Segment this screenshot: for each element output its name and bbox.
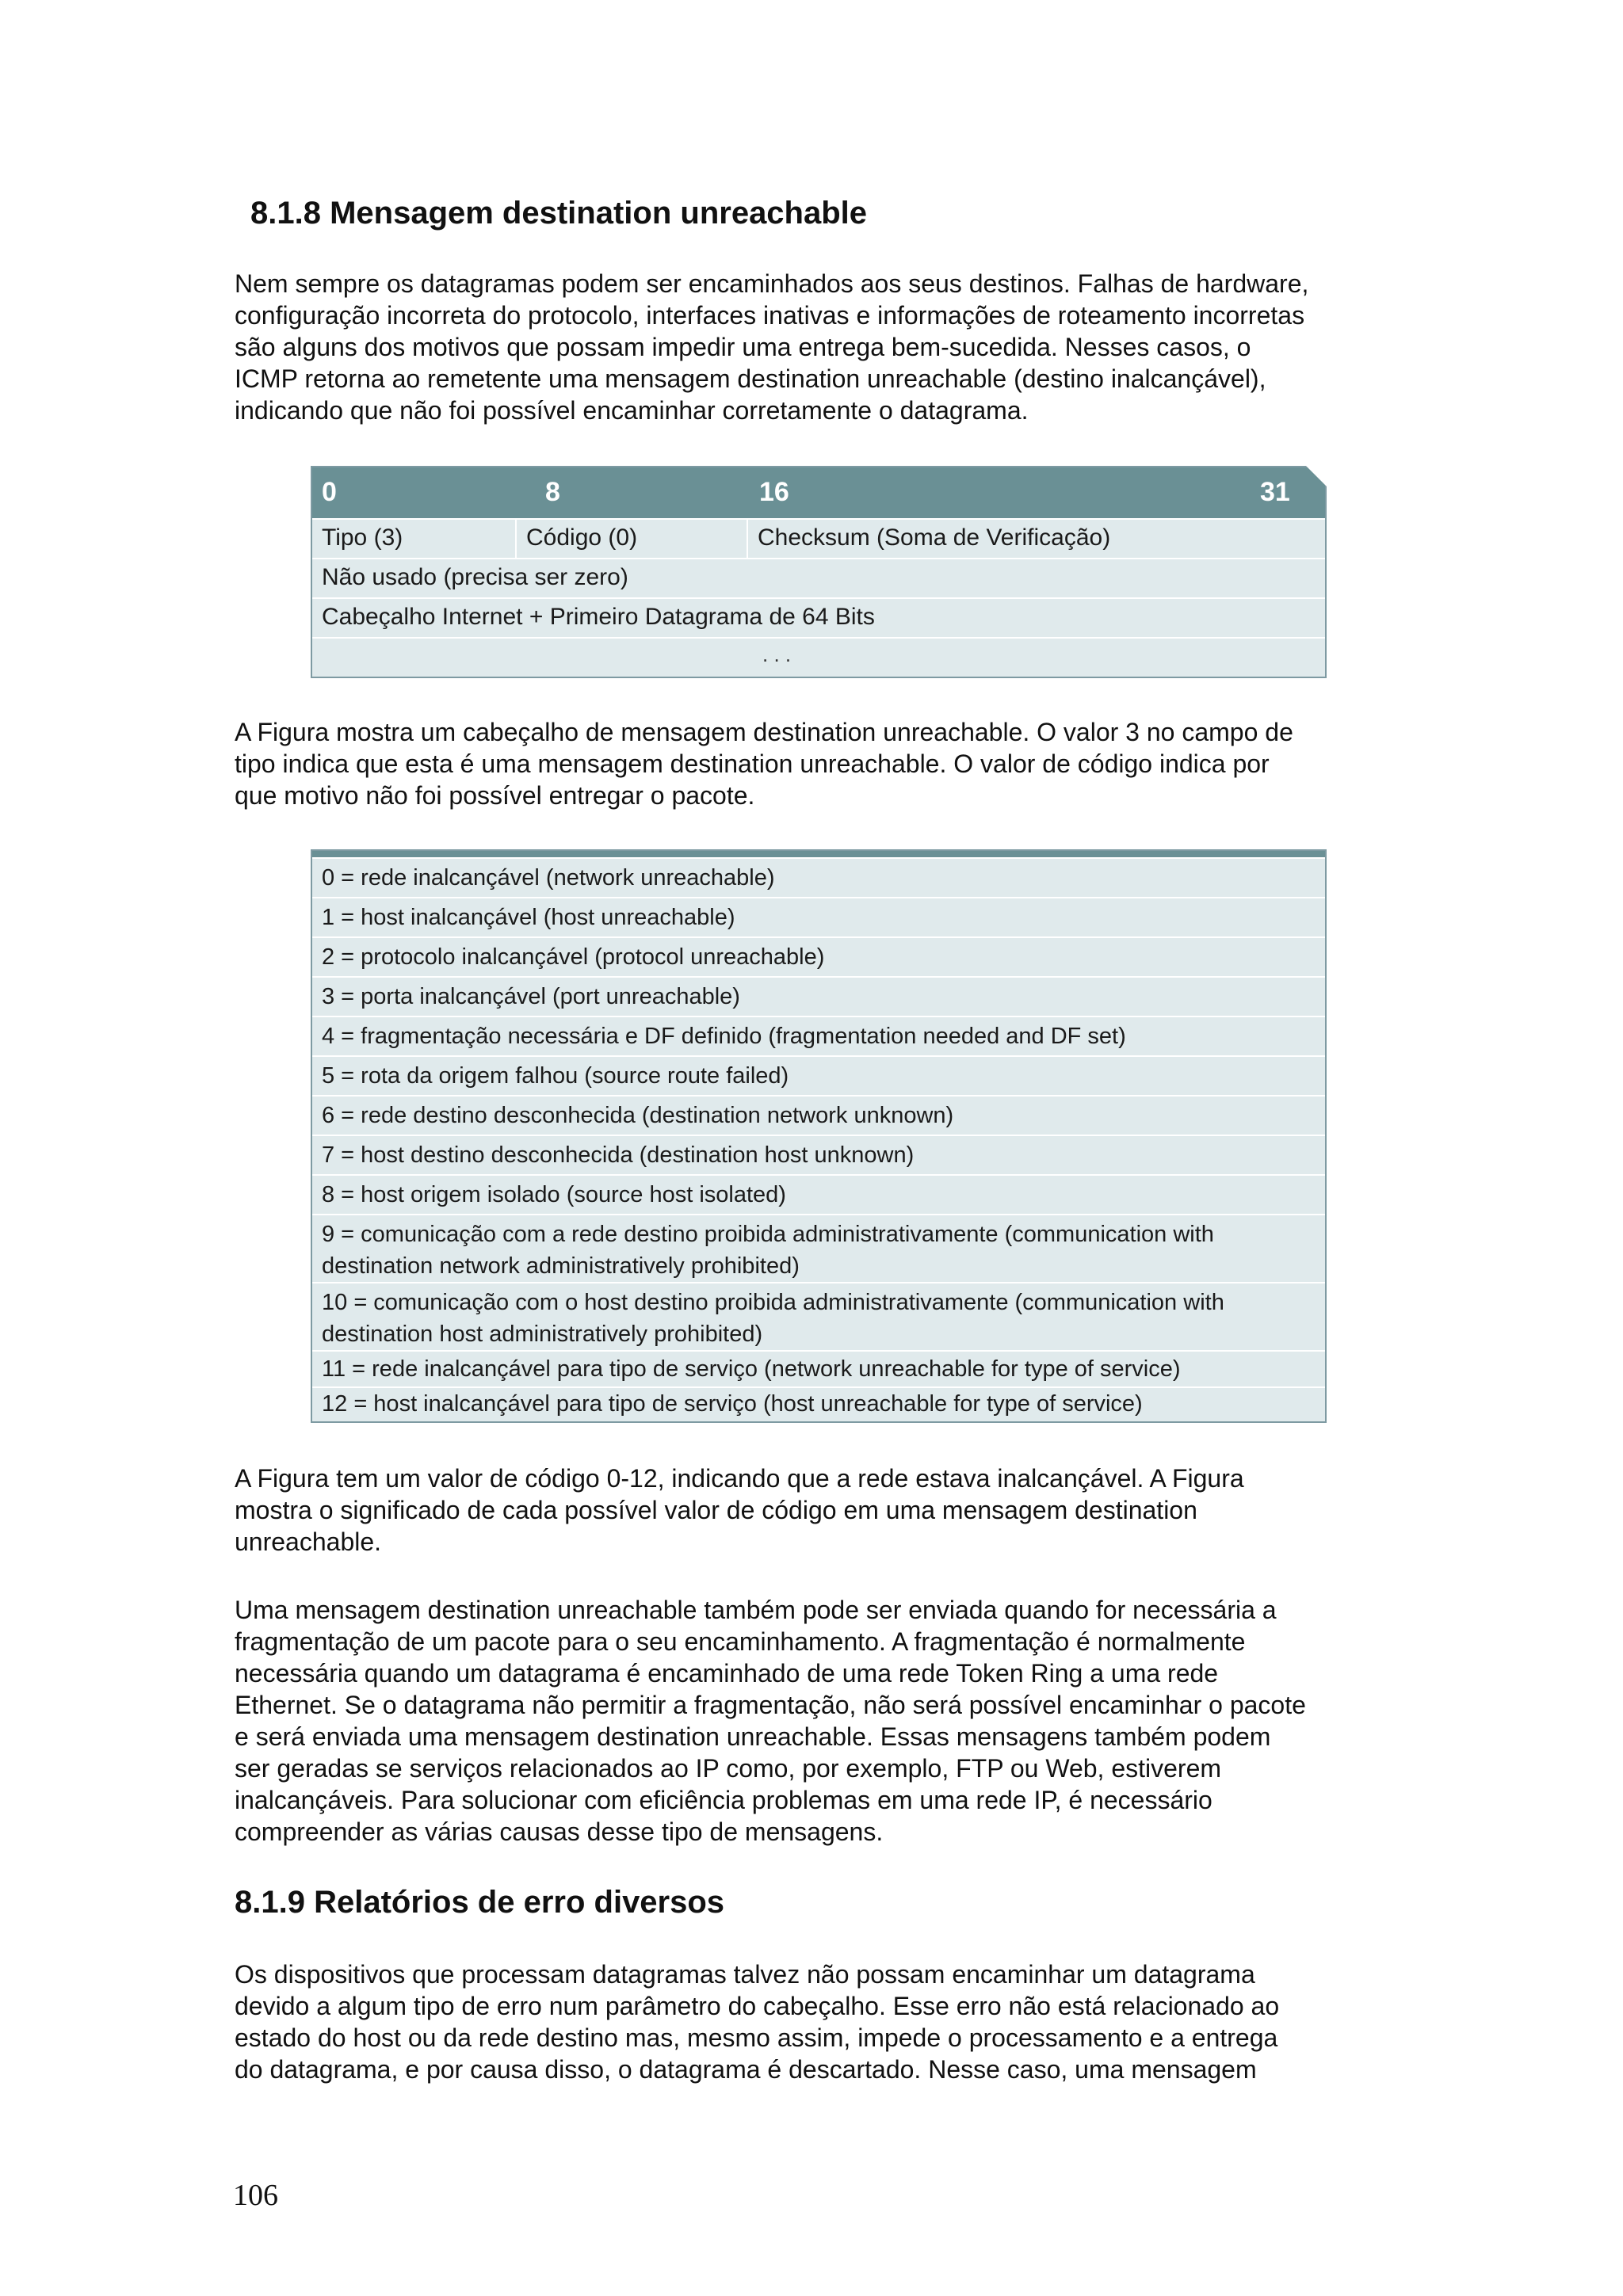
code-text: 9 = comunicação com a rede destino proibida administrativamente (communication with [322,1222,1214,1247]
header-row-unused [312,558,1325,597]
section-heading-8-1-9: 8.1.9 Relatórios de erro diversos [235,1885,725,1920]
bit-label: 8 [545,477,560,507]
code-item [312,857,1325,897]
text-line: A Figura mostra um cabeçalho de mensagem destination unreachable. O valor 3 no campo de [235,718,1293,746]
bit-ruler [312,467,1325,518]
text-line: unreachable. [235,1527,382,1556]
text-line: tipo indica que esta é uma mensagem destination unreachable. O valor de código indica por [235,749,1270,778]
code-item [312,936,1325,976]
text-line: Ethernet. Se o datagrama não permitir a fragmentação, não será possível encaminhar o pacote [235,1691,1306,1719]
code-text: destination host administratively prohibited) [322,1322,763,1347]
text-line: estado do host ou da rede destino mas, mesmo assim, impede o processamento e a entrega [235,2023,1278,2052]
text-line: fragmentação de um pacote para o seu encaminhamento. A fragmentação é normalmente [235,1627,1246,1656]
header-row-continuation [312,637,1325,677]
code-text: 5 = rota da origem falhou (source route failed) [322,1063,789,1089]
header-row-type-code-checksum [312,518,1325,558]
intro-paragraph [235,268,1415,426]
text-line: Uma mensagem destination unreachable também pode ser enviada quando for necessária a [235,1596,1277,1624]
code-text: 11 = rede inalcançável para tipo de serviço (network unreachable for type of service) [322,1356,1181,1382]
code-text: 8 = host origem isolado (source host isolated) [322,1182,786,1207]
text-line: ICMP retorna ao remetente uma mensagem destination unreachable (destino inalcançável), [235,364,1266,393]
text-line: são alguns dos motivos que possam impedir uma entrega bem-sucedida. Nesses casos, o [235,333,1251,361]
text-line: do datagrama, e por causa disso, o datagrama é descartado. Nesse caso, uma mensagem [235,2055,1257,2084]
text-line: devido a algum tipo de erro num parâmetro do cabeçalho. Esse erro não está relacionado ao [235,1992,1280,2020]
text-line: Nem sempre os datagramas podem ser encaminhados aos seus destinos. Falhas de hardware, [235,269,1309,298]
code-text: 3 = porta inalcançável (port unreachable) [322,984,740,1009]
header-row-internet-header [312,597,1325,637]
code-item [312,1016,1325,1055]
misc-errors-paragraph [235,1958,1415,2085]
code-item [312,1055,1325,1095]
text-line: ser geradas se serviços relacionados ao IP como, por exemplo, FTP ou Web, estiverem [235,1754,1222,1783]
code-item [312,1095,1325,1135]
code-values-figure [311,849,1327,1423]
text-line: configuração incorreta do protocolo, interfaces inativas e informações de roteamento incorretas [235,301,1305,330]
bit-label: 0 [322,477,337,507]
folded-corner [1306,466,1327,486]
text-line: Os dispositivos que processam datagramas talvez não possam encaminhar um datagrama [235,1960,1255,1989]
type-field: Tipo (3) [322,524,403,551]
figure2-caption-paragraph [235,1463,1415,1558]
text-line: mostra o significado de cada possível valor de código em uma mensagem destination [235,1496,1197,1524]
text-line: que motivo não foi possível entregar o pacote. [235,781,755,810]
text-line: A Figura tem um valor de código 0-12, indicando que a rede estava inalcançável. A Figura [235,1464,1244,1493]
bit-label: 31 [1260,477,1290,507]
icmp-header-figure [311,466,1327,678]
figure1-caption-paragraph [235,716,1415,811]
figure-top-bar [312,851,1325,857]
code-item [312,1386,1325,1421]
internet-header-field: Cabeçalho Internet + Primeiro Datagrama de 64 Bits [322,604,875,630]
text-line: compreender as várias causas desse tipo de mensagens. [235,1817,884,1846]
code-text: 2 = protocolo inalcançável (protocol unreachable) [322,944,825,970]
section-heading-8-1-8: 8.1.8 Mensagem destination unreachable [250,196,868,231]
code-item [312,897,1325,936]
code-field: Código (0) [515,520,747,558]
page-number: 106 [233,2179,278,2212]
code-item [312,1174,1325,1214]
fragmentation-paragraph [235,1594,1415,1848]
ellipsis: . . . [762,643,792,666]
code-item [312,1350,1325,1386]
code-item [312,1135,1325,1174]
code-text: 0 = rede inalcançável (network unreachable) [322,865,775,891]
bit-label: 16 [759,477,789,507]
code-item [312,976,1325,1016]
code-text: 4 = fragmentação necessária e DF definido (fragmentation needed and DF set) [322,1024,1126,1049]
text-line: inalcançáveis. Para solucionar com eficiência problemas em uma rede IP, é necessário [235,1786,1212,1814]
text-line: e será enviada uma mensagem destination unreachable. Essas mensagens também podem [235,1722,1271,1751]
code-text: 12 = host inalcançável para tipo de serviço (host unreachable for type of service) [322,1391,1143,1417]
code-text: 10 = comunicação com o host destino proibida administrativamente (communication with [322,1290,1224,1315]
text-line: necessária quando um datagrama é encaminhado de uma rede Token Ring a uma rede [235,1659,1219,1688]
code-text: 1 = host inalcançável (host unreachable) [322,905,735,930]
code-text: 7 = host destino desconhecida (destination host unknown) [322,1142,915,1168]
text-line: indicando que não foi possível encaminhar corretamente o datagrama. [235,396,1029,425]
checksum-field: Checksum (Soma de Verificação) [747,520,1327,558]
code-item [312,1214,1325,1282]
code-item [312,1282,1325,1350]
code-text: 6 = rede destino desconhecida (destination network unknown) [322,1103,954,1128]
code-text: destination network administratively prohibited) [322,1253,800,1279]
unused-field: Não usado (precisa ser zero) [322,564,628,590]
